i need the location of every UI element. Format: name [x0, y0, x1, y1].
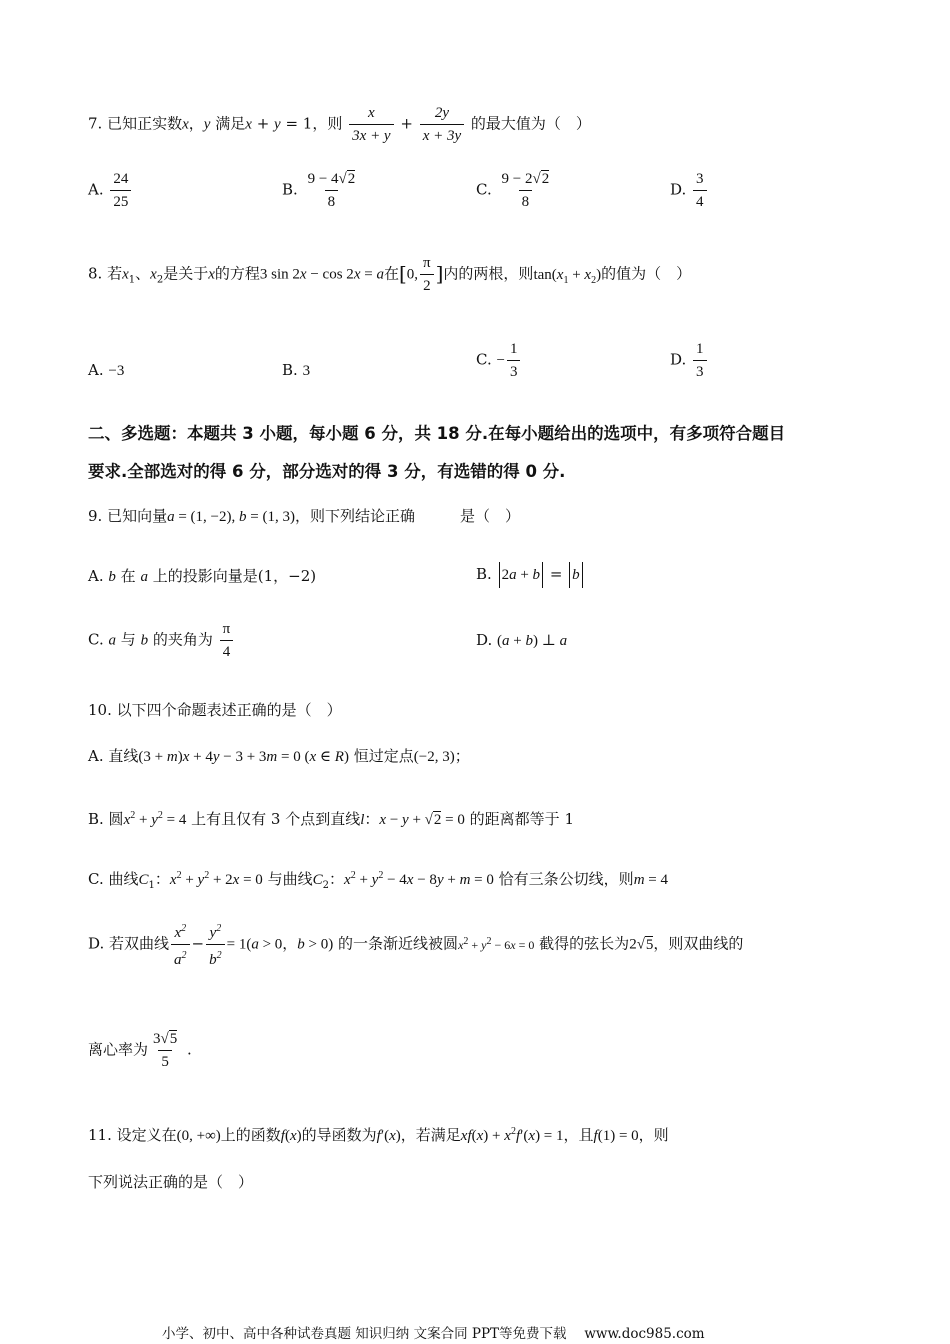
q9-option-c: C. a 与 b 的夹角为 $\frac{\pi}{4}$ [88, 620, 235, 661]
section-heading-line1: 二、多选题：本题共 3 小题，每小题 6 分，共 18 分.在每小题给出的选项中，有多项符合题目 [88, 424, 786, 443]
q7-fraction-2: $\frac{2y}{x + 3y}$ [420, 104, 464, 145]
q8-option-d: D. $\frac{1}{3}$ [670, 340, 709, 381]
q10-option-d-cont: 离心率为 $\frac{3√5}{5}$ . [88, 1031, 192, 1070]
q10-option-d: D. 若双曲线 $\frac{x^2}{a^2}$ − $\frac{y^2}{b^2}$ = 1(a > 0，b > 0) 的一条渐近线被圆$x^2 + y^2 - 6x = 0$ 截得的弦长为2√5，则双曲线的 [88, 923, 744, 968]
q11-stem: 11. 设定义在(0, +∞)上的函数f(x)的导函数为f′(x)，若满足$xf(x) + x^2f'(x) = 1$，且f(1) = 0，则 [88, 1126, 669, 1144]
q8-stem: 8. 若$x_1$、$x_2$是关于x的方程3 sin 2x − cos 2x = a在[0, $\frac{\pi}{2}$ ]内的两根，则$\tan(x_1 + x_2)$的值为（ ） [88, 255, 692, 294]
page-footer: 小学、初中、高中各种试卷真题 知识归纳 文案合同 PPT等免费下载 www.doc985.com [162, 1326, 705, 1342]
q8-option-c: C. − $\frac{1}{3}$ [476, 340, 522, 381]
q9-option-d: D. (a + b) ⊥ a [476, 631, 568, 649]
q9-option-a: A. b 在 a 上的投影向量是(1，−2) [88, 567, 317, 585]
q10-option-c: C. 曲线$C_1$：$x^2 + y^2 + 2x = 0$ 与曲线$C_2$：$x^2 + y^2 - 4x - 8y + m = 0$ 恰有三条公切线，则m = 4 [88, 870, 668, 891]
q10-option-b: B. 圆$x^2 + y^2 = 4$ 上有且仅有 3 个点到直线l：x − y + √2 = 0 的距离都等于 1 [88, 810, 574, 828]
q8-option-b: B. 3 [282, 361, 311, 379]
q7-option-c: C. $\frac{9 - 2√2}{8}$ [476, 171, 550, 210]
q8-option-a: A. −3 [88, 361, 125, 379]
q7-fraction-1: $\frac{x}{3x + y}$ [349, 104, 393, 145]
q10-option-a: A. 直线(3 + m)x + 4y − 3 + 3m = 0 (x ∈ R) 恒过定点(−2, 3)； [88, 747, 470, 765]
q7-option-d: D. $\frac{3}{4}$ [670, 170, 709, 211]
q11-stem-line2: 下列说法正确的是（ ） [88, 1173, 254, 1191]
q9-option-b: B. 2a + b = b [476, 562, 585, 588]
q7-option-b: B. $\frac{9 - 4√2}{8}$ [282, 171, 356, 210]
q7-stem: 7. 已知正实数x，y 满足x + y = 1，则 $\frac{x}{3x + y}$ + $\frac{2y}{x + 3y}$ 的最大值为（ ） [88, 105, 591, 144]
q7-option-a: A. $\frac{24}{25}$ [88, 170, 133, 211]
section-heading-line2: 要求.全部选对的得 6 分，部分选对的得 3 分，有选错的得 0 分. [88, 462, 566, 481]
q9-stem: 9. 已知向量a = (1, −2), b = (1, 3)，则下列结论正确 是（ ） [88, 507, 521, 525]
q10-stem: 10. 以下四个命题表述正确的是（ ） [88, 701, 342, 719]
